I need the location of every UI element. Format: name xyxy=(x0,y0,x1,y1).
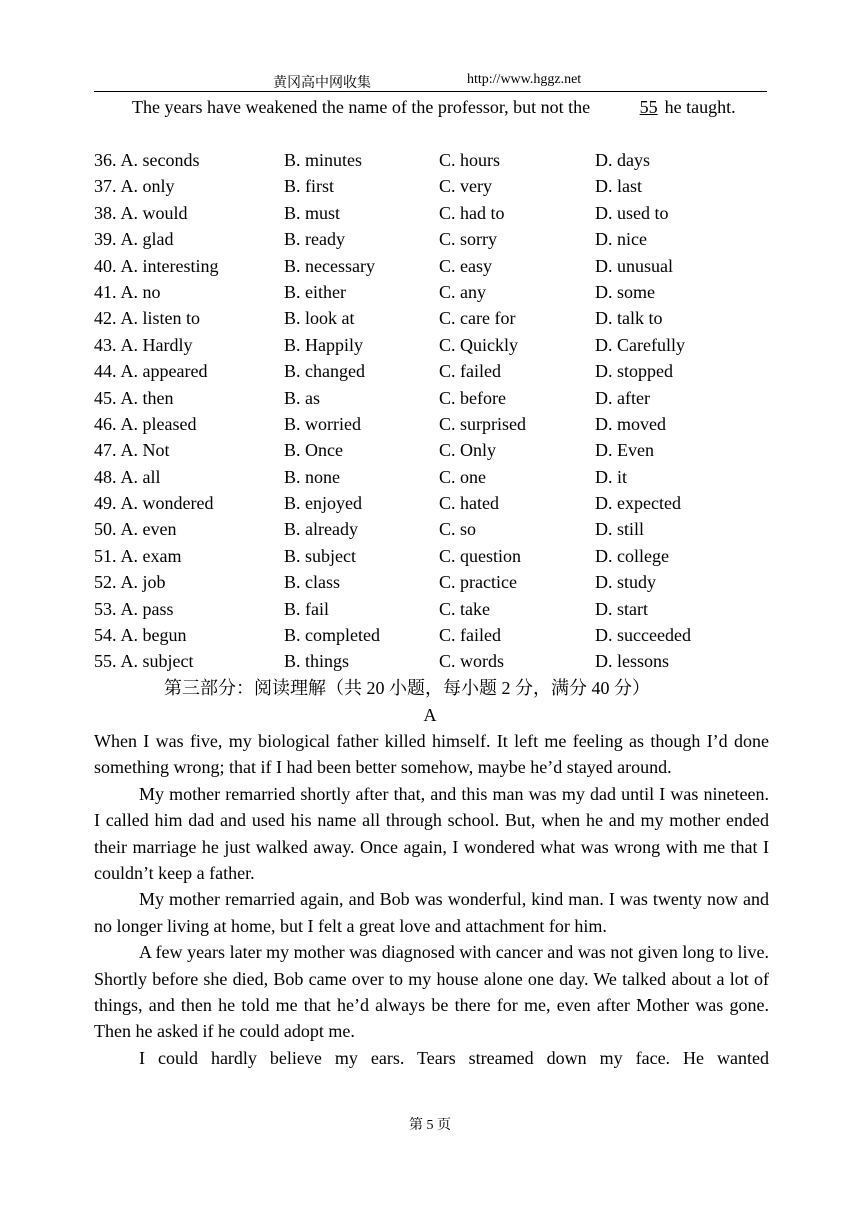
choice-a: A. no xyxy=(120,281,161,302)
option-row xyxy=(94,490,769,516)
option-a xyxy=(94,305,200,331)
choice-d: D. moved xyxy=(595,413,666,434)
choice-b: B. Happily xyxy=(284,334,363,355)
passage-paragraph: My mother remarried again, and Bob was wonderful, kind man. I was twenty now and no longer living at home, but I felt a great love and attachment for him. xyxy=(94,889,769,936)
option-row xyxy=(94,226,769,252)
option-row xyxy=(94,173,769,199)
choice-a: A. interesting xyxy=(120,255,219,276)
option-a xyxy=(94,226,174,252)
choice-b: B. class xyxy=(284,572,340,593)
option-a xyxy=(94,543,181,569)
question-number: 53. xyxy=(94,598,117,619)
option-row xyxy=(94,332,769,358)
option-a xyxy=(94,200,188,226)
option-a xyxy=(94,516,176,542)
option-a xyxy=(94,569,166,595)
option-row xyxy=(94,253,769,279)
choice-d: D. succeeded xyxy=(595,625,691,646)
choice-d: D. nice xyxy=(595,229,647,250)
choice-c: C. take xyxy=(439,598,490,619)
choice-b: B. subject xyxy=(284,545,356,566)
question-number: 42. xyxy=(94,308,117,329)
option-row xyxy=(94,648,769,674)
option-a xyxy=(94,464,161,490)
option-row xyxy=(94,305,769,331)
question-number: 46. xyxy=(94,413,117,434)
option-row xyxy=(94,569,769,595)
question-number: 51. xyxy=(94,545,117,566)
option-a xyxy=(94,332,192,358)
choice-c: C. Only xyxy=(439,440,497,461)
option-row xyxy=(94,279,769,305)
page-header xyxy=(94,71,767,92)
choice-a: A. even xyxy=(120,519,177,540)
choice-d: D. Carefully xyxy=(595,334,685,355)
choice-c: C. practice xyxy=(439,572,517,593)
choice-b: B. look at xyxy=(284,308,355,329)
option-a xyxy=(94,253,218,279)
option-a xyxy=(94,648,193,674)
question-number: 50. xyxy=(94,519,117,540)
option-row xyxy=(94,622,769,648)
header-url: http://www.hggz.net xyxy=(467,72,582,87)
choice-b: B. fail xyxy=(284,598,329,619)
question-number: 52. xyxy=(94,572,117,593)
choice-b: B. either xyxy=(284,281,346,302)
choice-d: D. days xyxy=(595,150,650,170)
choice-b: B. minutes xyxy=(284,150,363,170)
choice-a: A. begun xyxy=(120,625,187,646)
question-number: 55. xyxy=(94,651,117,672)
choice-c: C. care for xyxy=(439,308,516,329)
choice-a: A. would xyxy=(120,202,188,223)
option-row xyxy=(94,411,769,437)
choice-a: A. listen to xyxy=(120,308,200,329)
choice-b: B. Once xyxy=(284,440,343,461)
intro-blank-55: 55 xyxy=(639,97,658,117)
option-row xyxy=(94,543,769,569)
option-row xyxy=(94,596,769,622)
option-a xyxy=(94,596,174,622)
passage-label: A xyxy=(423,705,437,725)
question-number: 47. xyxy=(94,440,117,461)
option-a xyxy=(94,490,213,516)
choice-d: D. start xyxy=(595,598,648,619)
choice-c: C. failed xyxy=(439,361,501,382)
question-number: 38. xyxy=(94,202,117,223)
question-number: 49. xyxy=(94,493,117,514)
choice-a: A. exam xyxy=(120,545,182,566)
option-row xyxy=(94,464,769,490)
choice-a: A. pleased xyxy=(120,413,197,434)
option-row xyxy=(94,200,769,226)
choice-d: D. expected xyxy=(595,493,681,514)
choice-c: C. sorry xyxy=(439,229,497,250)
choice-c: C. easy xyxy=(439,255,492,276)
choice-c: C. words xyxy=(439,651,505,672)
question-number: 54. xyxy=(94,625,117,646)
option-row xyxy=(94,516,769,542)
choice-b: B. as xyxy=(284,387,320,408)
choice-a: A. glad xyxy=(120,229,174,250)
choice-b: B. completed xyxy=(284,625,380,646)
choice-a: A. job xyxy=(120,572,166,593)
choice-c: C. had to xyxy=(439,202,505,223)
choice-b: B. already xyxy=(284,519,358,540)
passage-paragraph: When I was five, my biological father killed himself. It left me feeling as though I’d done something wrong; that if I had been better somehow, maybe he’d stayed around. xyxy=(94,731,769,778)
passage-paragraph: I could hardly believe my ears. Tears streamed down my face. He wanted xyxy=(139,1047,769,1068)
header-source: 黄冈高中网收集 xyxy=(273,76,371,91)
choice-a: A. pass xyxy=(120,598,174,619)
question-number: 40. xyxy=(94,255,117,276)
option-a xyxy=(94,147,200,173)
passage-paragraph: A few years later my mother was diagnosed with cancer and was not given long to live. Shortly before she died, Bob came over to my house alone one day. We talked about a lot of things, and then he told me that he’d always be there for me, even after Mother was gone. Then he asked if he could adopt me. xyxy=(94,942,769,1042)
page-footer: 第 5 页 xyxy=(409,1118,451,1133)
option-a xyxy=(94,173,175,199)
question-number: 36. xyxy=(94,150,117,170)
choice-b: B. enjoyed xyxy=(284,493,362,514)
options-list xyxy=(94,147,769,675)
question-number: 37. xyxy=(94,176,117,197)
choice-d: D. lessons xyxy=(595,651,670,672)
choice-c: C. one xyxy=(439,466,486,487)
intro-text-before: The years have weakened the name of the professor, but not the xyxy=(132,97,595,117)
choice-d: D. it xyxy=(595,466,628,487)
option-row xyxy=(94,358,769,384)
question-number: 39. xyxy=(94,229,117,250)
option-row xyxy=(94,385,769,411)
option-a xyxy=(94,411,196,437)
choice-b: B. worried xyxy=(284,413,361,434)
choice-b: B. necessary xyxy=(284,255,375,276)
choice-a: A. Not xyxy=(120,440,170,461)
option-a xyxy=(94,385,174,411)
choice-d: D. after xyxy=(595,387,650,408)
choice-b: B. must xyxy=(284,202,341,223)
choice-c: C. very xyxy=(439,176,492,197)
option-a xyxy=(94,622,187,648)
option-row xyxy=(94,147,769,173)
choice-c: C. hours xyxy=(439,150,501,170)
question-number: 48. xyxy=(94,466,117,487)
choice-c: C. so xyxy=(439,519,477,540)
choice-b: B. ready xyxy=(284,229,345,250)
choice-d: D. used to xyxy=(595,202,669,223)
choice-a: A. appeared xyxy=(120,361,208,382)
question-number: 45. xyxy=(94,387,117,408)
choice-a: A. Hardly xyxy=(120,334,193,355)
choice-b: B. first xyxy=(284,176,335,197)
choice-a: A. all xyxy=(120,466,161,487)
choice-b: B. changed xyxy=(284,361,365,382)
question-number: 44. xyxy=(94,361,117,382)
choice-c: C. any xyxy=(439,281,486,302)
choice-d: D. talk to xyxy=(595,308,663,329)
choice-c: C. failed xyxy=(439,625,501,646)
passage-paragraph: My mother remarried shortly after that, and this man was my dad until I was nineteen. I called him dad and used his name all through school. But, when he and my mother ended their marriage he just walked away. Once again, I wondered what was wrong with me that I couldn’t keep a father. xyxy=(94,783,769,884)
question-number: 41. xyxy=(94,281,117,302)
choice-a: A. only xyxy=(120,176,175,197)
option-a xyxy=(94,437,170,463)
choice-b: B. things xyxy=(284,651,350,672)
choice-d: D. unusual xyxy=(595,255,673,276)
choice-d: D. some xyxy=(595,281,655,302)
choice-d: D. Even xyxy=(595,440,654,461)
choice-c: C. before xyxy=(439,387,506,408)
question-number: 43. xyxy=(94,334,117,355)
choice-c: C. surprised xyxy=(439,413,526,434)
choice-d: D. college xyxy=(595,545,669,566)
option-a xyxy=(94,279,161,305)
reading-passage xyxy=(94,728,769,1071)
choice-b: B. none xyxy=(284,466,340,487)
option-row xyxy=(94,437,769,463)
choice-d: D. last xyxy=(595,176,642,197)
choice-c: C. Quickly xyxy=(439,334,518,355)
intro-paragraph xyxy=(94,94,769,120)
choice-a: A. then xyxy=(120,387,174,408)
choice-c: C. question xyxy=(439,545,522,566)
choice-a: A. wondered xyxy=(120,493,214,514)
choice-d: D. stopped xyxy=(595,361,673,382)
option-a xyxy=(94,358,207,384)
section-title: 第三部分：阅读理解（共 20 小题，每小题 2 分，满分 40 分） xyxy=(164,678,650,698)
intro-text-after: he taught. xyxy=(664,97,736,117)
choice-a: A. subject xyxy=(120,651,194,672)
choice-d: D. study xyxy=(595,572,657,593)
choice-c: C. hated xyxy=(439,493,499,514)
choice-a: A. seconds xyxy=(120,150,200,170)
choice-d: D. still xyxy=(595,519,645,540)
